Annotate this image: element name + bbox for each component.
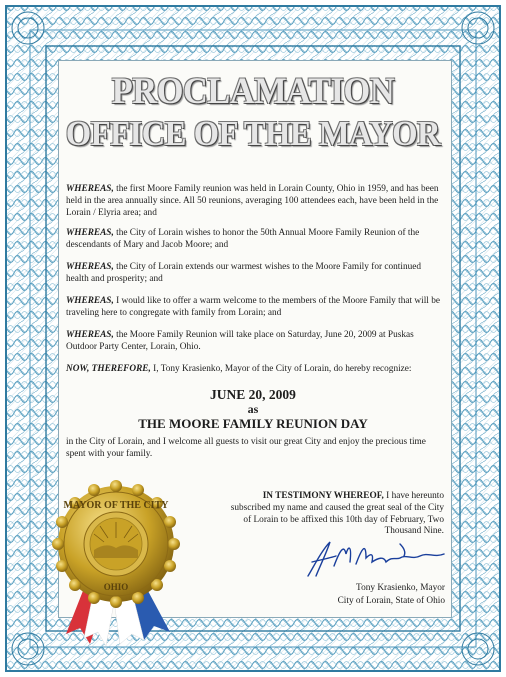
recognition-as: as [247,402,259,416]
seal-top-text: MAYOR OF THE CITY [63,500,169,511]
closing-paragraph [66,437,444,461]
testimony-text: I have hereunto subscribed my name and caused the great seal of the City of Lorain to be affixed this 10th day of February, Two Thousand Nine. [230,491,444,537]
recognition-date: JUNE 20, 2009 [210,387,296,402]
paragraph-lead: WHEREAS, [66,262,114,272]
paragraph-text: the City of Lorain wishes to honor the 50th Annual Moore Family Reunion of the descendants of Mary and Jacob Moore; and [66,228,420,250]
paragraph-lead: NOW, THEREFORE, [66,364,151,374]
mayor-signature [300,536,450,582]
whereas-paragraph-1 [66,184,444,219]
whereas-paragraph-2 [66,228,444,252]
gold-seal-with-ribbon [40,468,200,648]
paragraph-text: the City of Lorain extends our warmest wishes to the Moore Family for continued health and prosperity; and [66,262,422,284]
closing-text: in the City of Lorain, and I welcome all guests to visit our great City and enjoy the precious time spent with your family. [66,437,426,459]
recognition-day: THE MOORE FAMILY REUNION DAY [138,416,368,431]
testimony-block [226,491,444,538]
paragraph-text: I, Tony Krasienko, Mayor of the City of Lorain, do hereby recognize: [150,364,412,374]
signer-name: Tony Krasienko, Mayor [356,583,445,593]
paragraph-lead: WHEREAS, [66,296,114,306]
proclamation-title: PROCLAMATION [111,71,395,112]
whereas-paragraph-5 [66,330,444,354]
paragraph-text: the Moore Family Reunion will take place on Saturday, June 20, 2009 at Puskas Outdoor Party Center, Lorain, Ohio. [66,330,414,352]
office-title: OFFICE OF THE MAYOR [65,114,441,153]
therefore-paragraph [66,364,444,376]
paragraph-text: the first Moore Family reunion was held in Lorain County, Ohio in 1959, and has been held in the area annually since. All 50 reunions, averaging 100 attendees each, have been held in the Lorain / Elyria area; and [66,184,439,218]
signer-city: City of Lorain, State of Ohio [337,596,445,606]
testimony-lead: IN TESTIMONY WHEREOF, [262,491,384,501]
whereas-paragraph-4 [66,296,444,320]
whereas-paragraph-3 [66,262,444,286]
paragraph-lead: WHEREAS, [66,184,114,194]
paragraph-lead: WHEREAS, [66,330,114,340]
paragraph-lead: WHEREAS, [66,228,114,238]
paragraph-text: I would like to offer a warm welcome to the members of the Moore Family that will be traveling here to congregate with family from Lorain; and [66,296,440,318]
seal-bottom-text: OHIO [103,582,129,592]
